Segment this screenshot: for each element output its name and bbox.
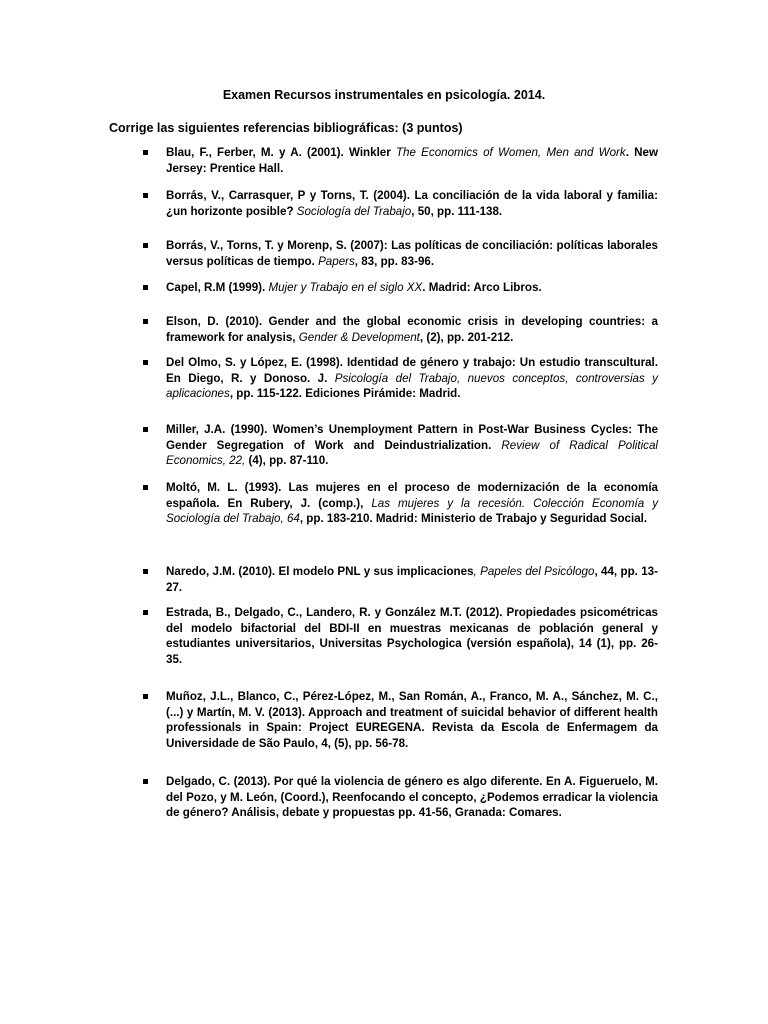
bullet-icon: [143, 193, 148, 198]
bullet-icon: [143, 485, 148, 490]
bullet-icon: [143, 360, 148, 365]
reference-text: Delgado, C. (2013). Por qué la violencia de género es algo diferente. En A. Figueruelo, M. del Pozo, y M. León, (Coord.), Reenfocando el concepto, ¿Podemos erradicar la violencia de género? Análisis, debate y propuestas pp. 41-56, Granada: Comares.: [166, 775, 658, 819]
bullet-icon: [143, 427, 148, 432]
reference-text: Naredo, J.M. (2010). El modelo PNL y sus implicaciones, Papeles del Psicólogo, 44, pp. 13-27.: [166, 565, 658, 594]
bullet-icon: [143, 285, 148, 290]
bullet-icon: [143, 779, 148, 784]
bullet-icon: [143, 610, 148, 615]
reference-text: Blau, F., Ferber, M. y A. (2001). Winkler The Economics of Women, Men and Work. New Jersey: Prentice Hall.: [166, 146, 658, 175]
bullet-icon: [143, 243, 148, 248]
reference-text: Miller, J.A. (1990). Women’s Unemployment Pattern in Post-War Business Cycles: The Gender Segregation of Work and Deindustrialization. Review of Radical Political Economics, 22, (4), pp. 87-110.: [166, 423, 658, 467]
bullet-icon: [143, 319, 148, 324]
reference-text: Borrás, V., Carrasquer, P y Torns, T. (2004). La conciliación de la vida laboral y familia: ¿un horizonte posible? Sociología del Trabajo, 50, pp. 111-138.: [166, 189, 658, 218]
reference-text: Moltó, M. L. (1993). Las mujeres en el proceso de modernización de la economía española. En Rubery, J. (comp.), Las mujeres y la recesión. Colección Economía y Sociología del Trabajo, 64, pp. 183-210. Madrid: Ministerio de Trabajo y Seguridad Social.: [166, 481, 658, 525]
reference-text: Elson, D. (2010). Gender and the global economic crisis in developing countries: a framework for analysis, Gender & Development, (2), pp. 201-212.: [166, 315, 658, 344]
reference-text: Del Olmo, S. y López, E. (1998). Identidad de género y trabajo: Un estudio transcultural. En Diego, R. y Donoso. J. Psicología del Trabajo, nuevos conceptos, controversias y aplicaciones, pp. 115-122. Ediciones Pirámide: Madrid.: [166, 356, 658, 400]
page-title: Examen Recursos instrumentales en psicología. 2014.: [222, 88, 546, 102]
bullet-icon: [143, 569, 148, 574]
bullet-icon: [143, 150, 148, 155]
reference-text: Capel, R.M (1999). Mujer y Trabajo en el siglo XX. Madrid: Arco Libros.: [166, 281, 542, 294]
reference-text: Estrada, B., Delgado, C., Landero, R. y González M.T. (2012). Propiedades psicométricas del modelo bifactorial del BDI-II en muestras mexicanas de población general y estudiantes universitarios, Universitas Psychologica (versión española), 14 (1), pp. 26-35.: [166, 606, 658, 666]
reference-text: Borrás, V., Torns, T. y Morenp, S. (2007): Las políticas de conciliación: políticas laborales versus políticas de tiempo. Papers, 83, pp. 83-96.: [166, 239, 658, 268]
instructions-heading: Corrige las siguientes referencias bibliográficas: (3 puntos): [109, 121, 463, 135]
bullet-icon: [143, 694, 148, 699]
reference-text: Muñoz, J.L., Blanco, C., Pérez-López, M., San Román, A., Franco, M. A., Sánchez, M. C., (...) y Martín, M. V. (2013). Approach and treatment of suicidal behavior of different health professionals in Spain: Project EUREGENA. Revista da Escola de Enfermagem da Universidade de São Paulo, 4, (5), pp. 56-78.: [166, 690, 658, 750]
